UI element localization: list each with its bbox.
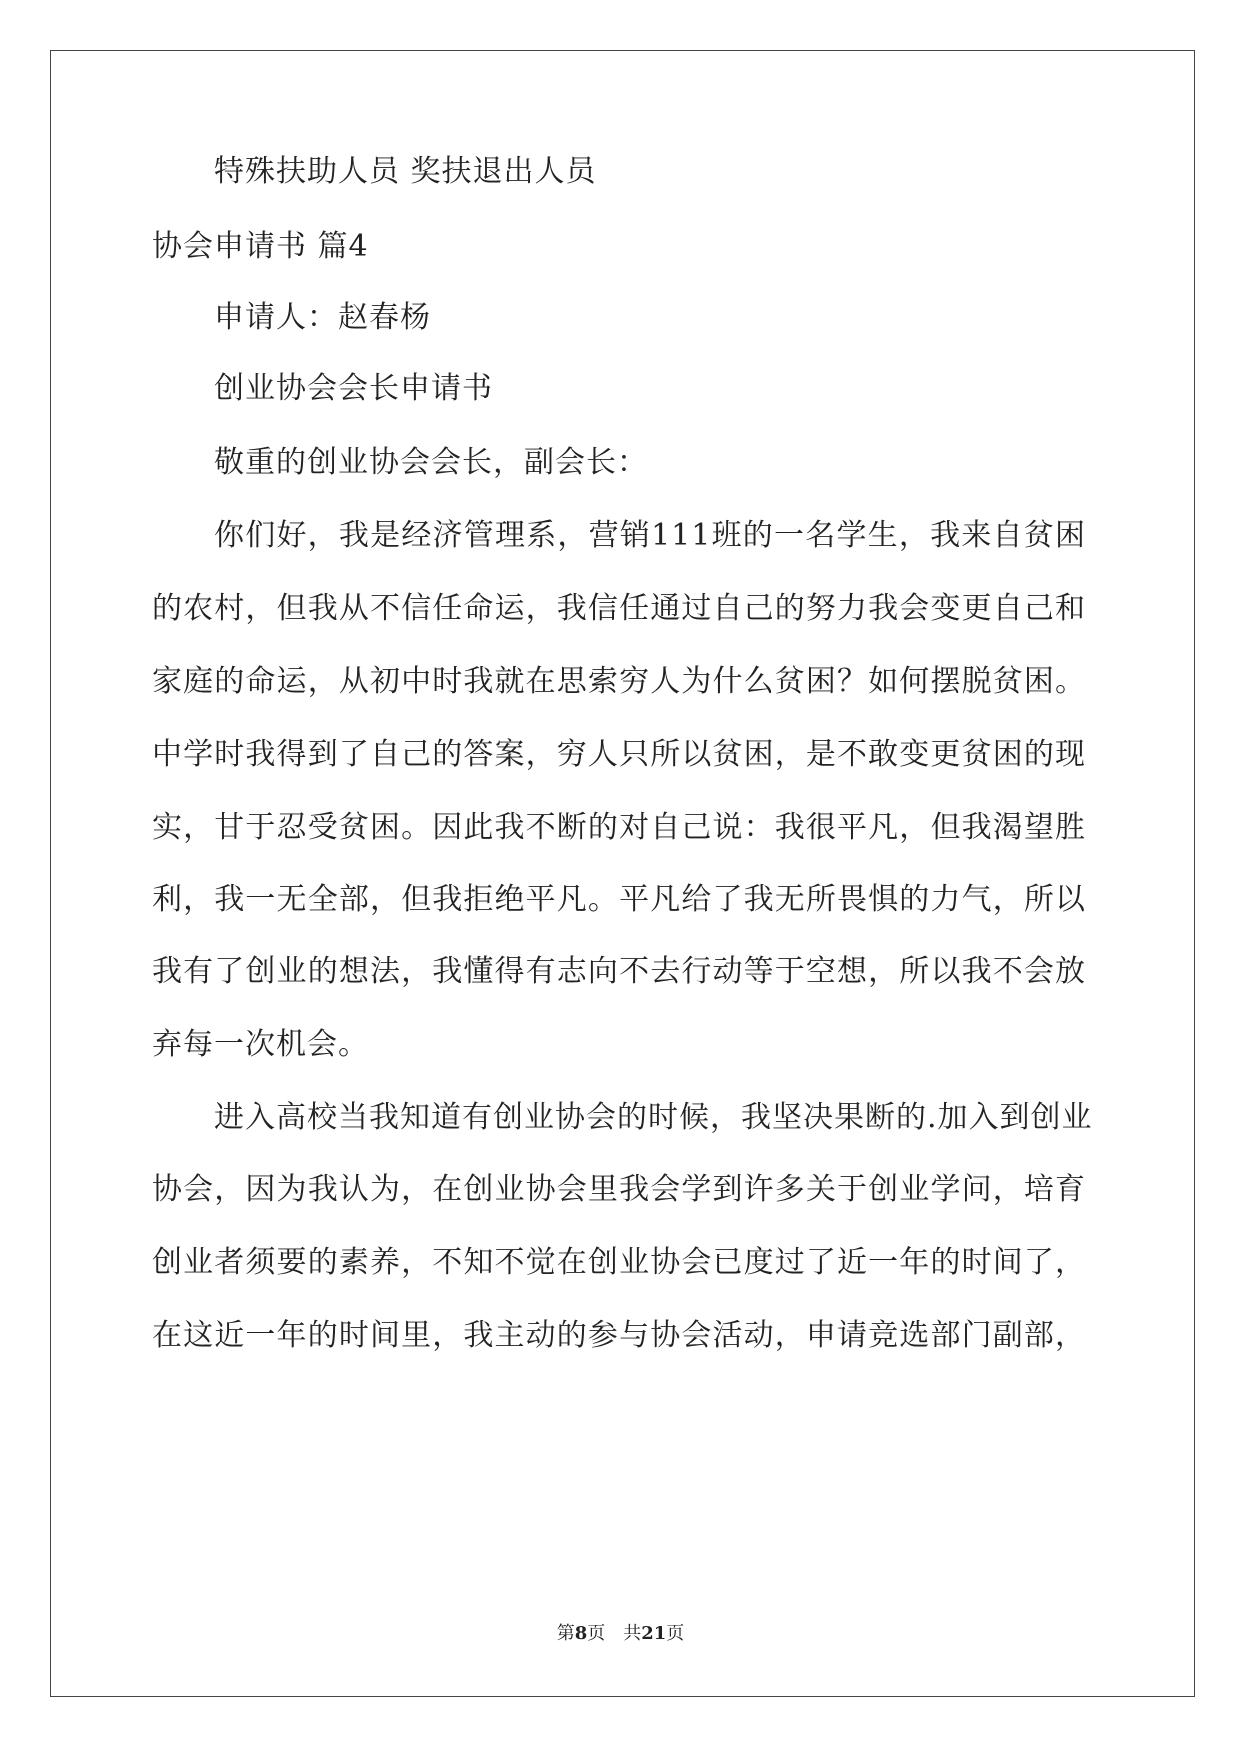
paragraph-1-line-2: 的农村，但我从不信任命运，我信任通过自己的努力我会变更自己和 <box>152 591 1086 626</box>
paragraph-1-line-7: 我有了创业的想法，我懂得有志向不去行动等于空想，所以我不会放 <box>152 954 1086 989</box>
page-footer <box>0 1622 1241 1646</box>
paragraph-2-line-1: 进入高校当我知道有创业协会的时候，我坚决果断的.加入到创业 <box>214 1100 1093 1135</box>
footer-page-prefix: 第 <box>556 1623 575 1644</box>
paragraph-1-line-4: 中学时我得到了自己的答案，穷人只所以贫困，是不敢变更贫困的现 <box>152 737 1086 772</box>
footer-total-suffix: 页 <box>666 1623 685 1644</box>
paragraph-2-line-3: 创业者须要的素养，不知不觉在创业协会已度过了近一年的时间了， <box>152 1245 1086 1280</box>
footer-page-current: 8 <box>574 1623 588 1644</box>
paragraph-1-line-3: 家庭的命运，从初中时我就在思索穷人为什么贫困？如何摆脱贫困。 <box>152 664 1086 699</box>
letter-title: 创业协会会长申请书 <box>214 371 493 406</box>
footer-page-suffix: 页 <box>587 1623 606 1644</box>
footer-total-prefix: 共 <box>623 1623 642 1644</box>
text-line-applicant: 申请人：赵春杨 <box>214 300 431 335</box>
text-line-1: 特殊扶助人员 奖扶退出人员 <box>214 154 597 189</box>
section-heading: 协会申请书 篇4 <box>152 229 369 264</box>
letter-salutation: 敬重的创业协会会长，副会长： <box>214 445 648 480</box>
paragraph-2-line-4: 在这近一年的时间里，我主动的参与协会活动，申请竞选部门副部， <box>152 1318 1086 1353</box>
footer-page-total: 21 <box>641 1623 667 1644</box>
paragraph-1-line-1: 你们好，我是经济管理系，营销111班的一名学生，我来自贫困 <box>214 518 1086 553</box>
paragraph-1-line-5: 实，甘于忍受贫困。因此我不断的对自己说：我很平凡，但我渴望胜 <box>152 810 1086 845</box>
paragraph-2-line-2: 协会，因为我认为，在创业协会里我会学到许多关于创业学问，培育 <box>152 1172 1086 1207</box>
paragraph-1-line-6: 利，我一无全部，但我拒绝平凡。平凡给了我无所畏惧的力气，所以 <box>152 882 1086 917</box>
paragraph-1-line-8: 弃每一次机会。 <box>152 1027 369 1062</box>
